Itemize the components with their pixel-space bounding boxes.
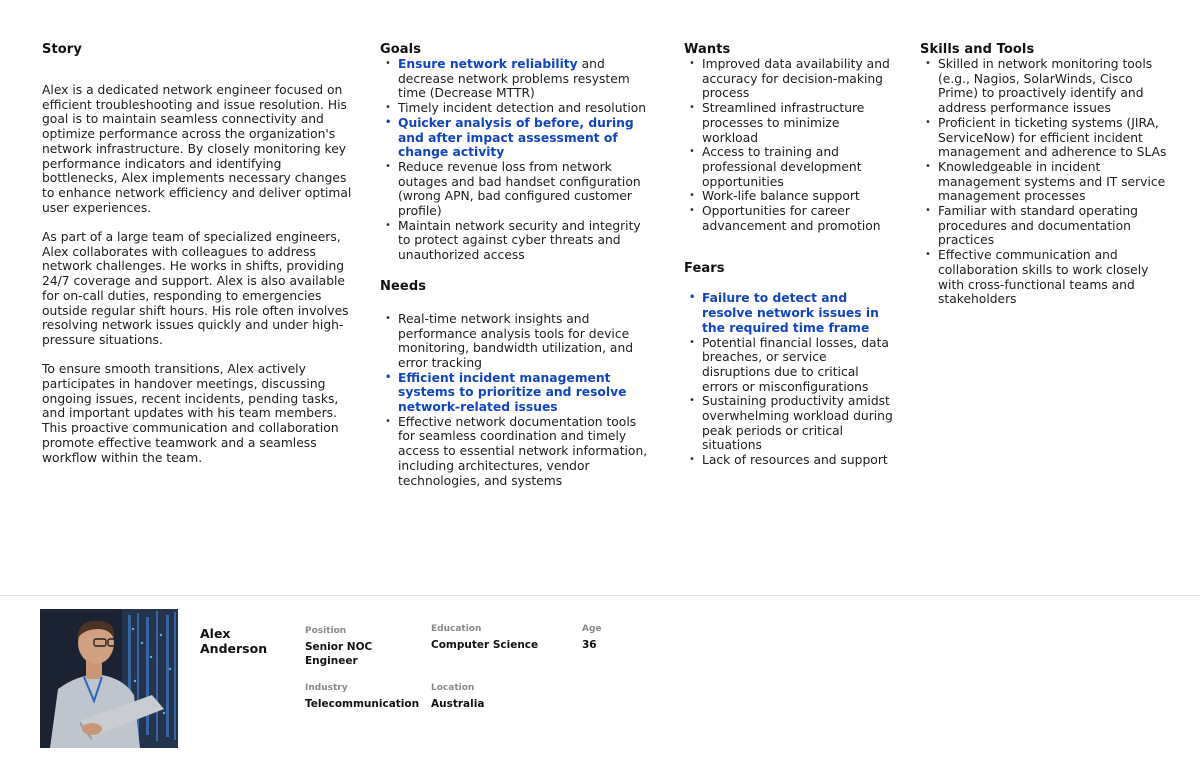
needs-heading: Needs [380, 278, 427, 294]
fears-list [684, 291, 894, 467]
story-paragraph: As part of a large team of specialized engineers, Alex collaborates with colleagues to address network challenges. He works in shifts, providing 24/7 coverage and support. Alex is also available for on-call duties, responding to emergencies outside regular shift hours. His role often involves resolving network issues quickly and under high-pressure situations. [42, 230, 349, 347]
list-item [380, 160, 648, 219]
age-value: 36 [582, 639, 597, 651]
list-item [920, 116, 1170, 160]
item-text: Effective network documentation tools for seamless coordination and timely access to essential network information, including architectures, vendor technologies, and systems [398, 414, 648, 488]
list-item [684, 57, 894, 101]
item-text: Lack of resources and support [702, 453, 888, 468]
wants-list [684, 57, 894, 233]
item-text: and decrease network problems resystem time (Decrease MTTR) [398, 57, 630, 101]
item-text: Sustaining productivity amidst overwhelming workload during peak periods or critical situations [702, 394, 893, 453]
wants-fears-section [684, 42, 894, 468]
story-body [42, 83, 352, 465]
location-field [431, 682, 551, 712]
story-paragraph: To ensure smooth transitions, Alex actively participates in handover meetings, discussing ongoing issues, recent incidents, pending tasks, and important updates with his team members. This proactive communication and collaboration promote effective teamwork and a seamless workflow within the team. [42, 362, 339, 465]
skills-section [920, 42, 1170, 307]
position-field [305, 625, 405, 668]
list-item [684, 204, 894, 233]
list-item [920, 204, 1170, 248]
list-item [684, 291, 894, 335]
wants-heading: Wants [684, 42, 731, 57]
list-item [684, 145, 894, 189]
item-text: Proficient in ticketing systems (JIRA, ServiceNow) for efficient incident management and adherence to SLAs [938, 115, 1167, 160]
item-text: Potential financial losses, data breaches, or service disruptions due to critical errors or misconfigurations [702, 335, 889, 394]
skills-list [920, 57, 1170, 307]
item-text: Streamlined infrastructure processes to minimize workload [702, 101, 865, 145]
industry-label: Industry [305, 683, 348, 693]
item-text: Knowledgeable in incident management systems and IT service management processes [938, 159, 1166, 204]
story-section [42, 42, 352, 480]
highlight-text: Failure to detect and resolve network issues in the required time frame [702, 291, 879, 335]
age-field [582, 623, 642, 653]
item-text: Access to training and professional development opportunities [702, 145, 862, 189]
first-name: Alex [200, 626, 231, 641]
item-text: Opportunities for career advancement and promotion [702, 204, 881, 233]
age-label: Age [582, 624, 602, 634]
list-item [380, 312, 648, 371]
list-item [380, 219, 648, 263]
highlight-text: Efficient incident management systems to prioritize and resolve network-related issues [398, 370, 627, 415]
section-divider [0, 595, 1200, 596]
item-text: Maintain network security and integrity to protect against cyber threats and unauthorized access [398, 218, 641, 263]
item-text: Real-time network insights and performance analysis tools for device monitoring, bandwidth utilization, and error tracking [398, 311, 634, 370]
list-item [380, 57, 648, 101]
goals-list [380, 57, 648, 263]
list-item [380, 101, 648, 116]
engineer-with-laptop-illustration [40, 609, 178, 748]
profile-photo [40, 609, 178, 748]
list-item [684, 394, 894, 453]
item-text: Effective communication and collaboration skills to work closely with cross-functional teams and stakeholders [938, 248, 1149, 307]
story-heading: Story [42, 42, 82, 57]
list-item [920, 248, 1170, 307]
highlight-text: Ensure network reliability [398, 57, 578, 71]
goals-heading: Goals [380, 42, 422, 57]
position-label: Position [305, 626, 347, 636]
list-item [380, 415, 648, 489]
education-value: Computer Science [431, 639, 539, 651]
item-text: Skilled in network monitoring tools (e.g., Nagios, SolarWinds, Cisco Prime) to proactively identify and address performance issues [938, 57, 1153, 116]
list-item [920, 57, 1170, 116]
position-value: Senior NOC Engineer [305, 641, 373, 667]
item-text: Improved data availability and accuracy for decision-making process [702, 57, 890, 101]
location-value: Australia [431, 698, 485, 710]
last-name: Anderson [200, 641, 268, 656]
list-item [920, 160, 1170, 204]
highlight-text: Quicker analysis of before, during and after impact assessment of change activity [398, 115, 634, 160]
goals-needs-section [380, 42, 648, 488]
item-text: Work-life balance support [702, 189, 860, 204]
fears-heading: Fears [684, 261, 725, 277]
item-text: Familiar with standard operating procedures and documentation practices [938, 204, 1138, 248]
list-item [380, 371, 648, 415]
list-item [684, 101, 894, 145]
skills-heading: Skills and Tools [920, 42, 1035, 57]
needs-list [380, 312, 648, 488]
education-label: Education [431, 624, 482, 634]
story-paragraph: Alex is a dedicated network engineer focused on efficient troubleshooting and issue resolution. His goal is to maintain seamless connectivity and optimize performance across the organization's network infrastructure. By closely monitoring key performance indicators and identifying bottlenecks, Alex implements necessary changes to enhance network efficiency and deliver optimal user experiences. [42, 83, 352, 215]
profile-name [200, 626, 290, 656]
list-item [684, 336, 894, 395]
list-item [684, 189, 894, 204]
location-label: Location [431, 683, 475, 693]
list-item [684, 453, 894, 468]
industry-value: Telecommunication [305, 698, 420, 710]
industry-field [305, 682, 425, 712]
item-text: Timely incident detection and resolution [398, 101, 647, 116]
item-text: Reduce revenue loss from network outages and bad handset configuration (wrong APN, bad configured customer profile) [398, 159, 641, 219]
education-field [431, 623, 571, 653]
list-item [380, 116, 648, 160]
